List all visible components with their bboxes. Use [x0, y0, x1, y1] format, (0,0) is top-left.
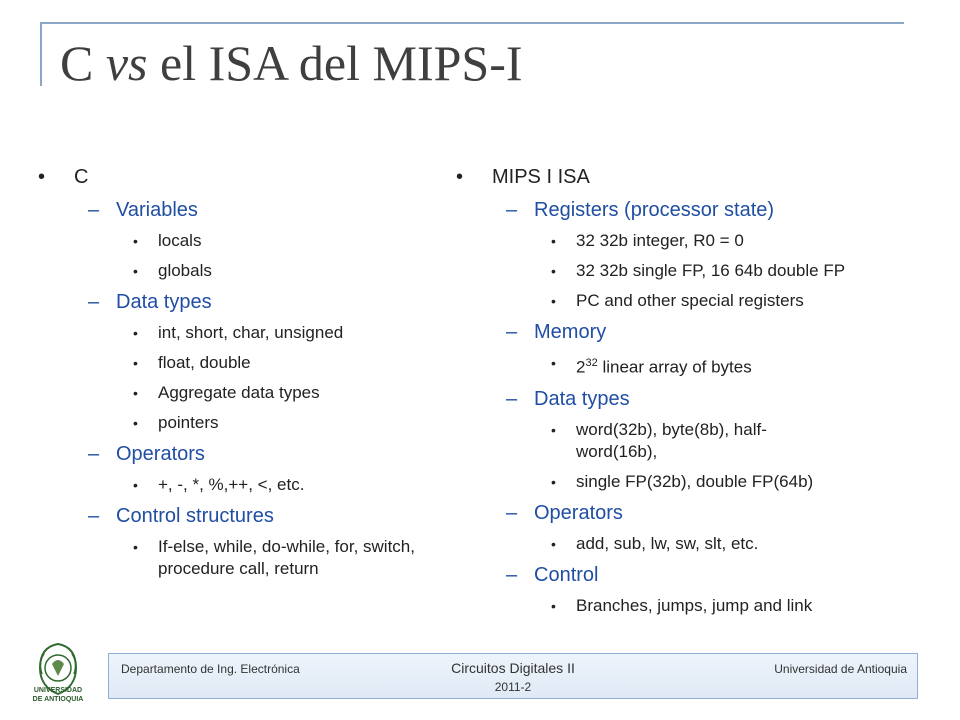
- left-section-operators: – Operators: [88, 443, 205, 465]
- list-item: • add, sub, lw, sw, slt, etc.: [551, 533, 759, 553]
- left-heading: • C: [38, 166, 89, 188]
- list-item: • float, double: [133, 353, 251, 372]
- footer: [108, 653, 918, 699]
- list-item: • word(32b), byte(8b), half-word(16b),: [551, 419, 767, 461]
- list-item: • +, -, *, %,++, <, etc.: [133, 475, 305, 494]
- list-item: • Branches, jumps, jump and link: [551, 595, 813, 615]
- left-section-control-structures: – Control structures: [88, 505, 274, 527]
- right-section-registers: – Registers (processor state): [506, 199, 775, 221]
- right-section-memory: – Memory: [506, 321, 607, 343]
- title-frame-top: [40, 22, 904, 24]
- slide-title: C vs el ISA del MIPS-I: [60, 35, 523, 91]
- right-heading: • MIPS I ISA: [456, 166, 590, 188]
- list-item: • 32 32b single FP, 16 64b double FP: [551, 261, 846, 280]
- left-section-variables: – Variables: [88, 199, 198, 221]
- right-column: [456, 160, 926, 621]
- title-frame-left: [40, 22, 42, 86]
- footer-university: Universidad de Antioquia: [774, 662, 907, 676]
- left-column: [38, 160, 488, 584]
- footer-course: Circuitos Digitales II 2011-2: [451, 660, 575, 694]
- list-item: • int, short, char, unsigned: [133, 323, 344, 342]
- right-section-control: – Control: [506, 563, 599, 586]
- list-item: • $2^{32}$ linear array of bytes: [551, 355, 752, 377]
- footer-department: Departamento de Ing. Electrónica: [121, 662, 300, 676]
- right-section-data-types: – Data types: [506, 387, 630, 410]
- list-item: • globals: [133, 261, 212, 280]
- right-section-operators: – Operators: [506, 501, 623, 524]
- list-item: • single FP(32b), double FP(64b): [551, 471, 814, 491]
- list-item: • PC and other special registers: [551, 291, 804, 310]
- list-item: • 32 32b integer, R0 = 0: [551, 231, 744, 250]
- list-item: • Aggregate data types: [133, 383, 320, 402]
- logo-text: UNIVERSIDAD DE ANTIOQUIA: [32, 687, 84, 703]
- list-item: • locals: [133, 231, 202, 250]
- list-item: • If-else, while, do-while, for, switch, procedure call, return: [133, 537, 415, 578]
- list-item: • pointers: [133, 413, 219, 432]
- left-section-data-types: – Data types: [88, 291, 212, 313]
